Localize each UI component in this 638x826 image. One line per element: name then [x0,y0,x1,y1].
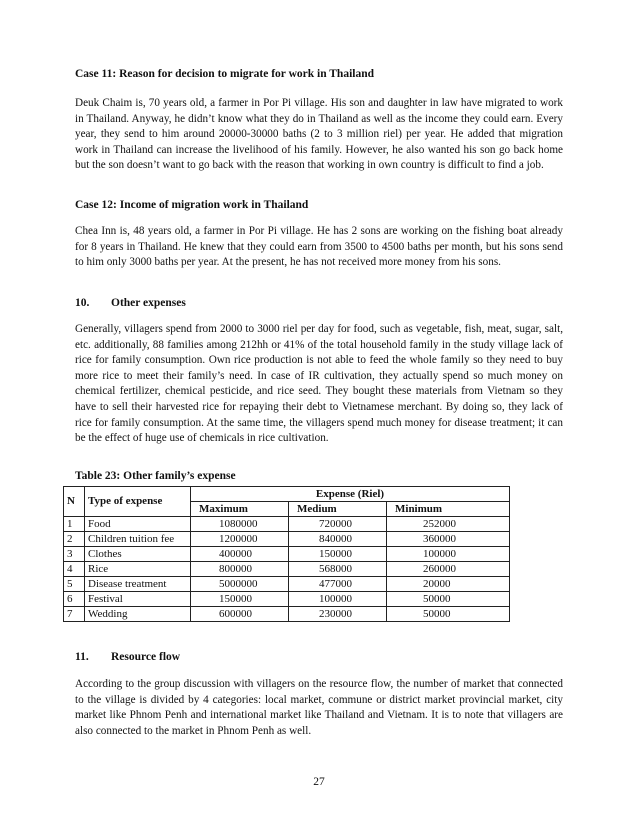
section-11-body: According to the group discussion with villagers on the resource flow, the number of market that connected to the village is divided by 4 categories: local market, commune or district market provincial market, city market like Phnom Penh and international market like Thailand and Vietnam. It is to note that villagers are also connected to the market in Phnom Penh as well. [75,678,563,737]
header-maximum: Maximum [191,502,289,517]
cell-max: 150000 [191,592,289,607]
cell-min: 360000 [387,532,510,547]
table-row [64,592,510,607]
expense-table [63,486,510,622]
cell-type: Rice [85,562,191,577]
cell-med: 568000 [289,562,387,577]
cell-min: 260000 [387,562,510,577]
cell-n: 3 [64,547,85,562]
cell-min: 50000 [387,592,510,607]
cell-type: Children tuition fee [85,532,191,547]
section-11-heading [75,651,180,663]
table-row [64,547,510,562]
cell-type: Disease treatment [85,577,191,592]
case-11-title: Case 11: Reason for decision to migrate for work in Thailand [75,68,375,80]
case-12-body: Chea Inn is, 48 years old, a farmer in Por Pi village. He has 2 sons are working on the fishing boat already for 8 years in Thailand. He knew that they could earn from 3500 to 4500 baths per month, but his sons send to him only 3000 baths per year. At the present, he has not received more money from his sons. [75,225,563,269]
cell-type: Clothes [85,547,191,562]
cell-max: 5000000 [191,577,289,592]
cell-max: 1080000 [191,517,289,532]
cell-min: 20000 [387,577,510,592]
cell-med: 840000 [289,532,387,547]
table-row [64,607,510,622]
cell-med: 230000 [289,607,387,622]
section-11-number: 11. [75,651,89,663]
cell-n: 6 [64,592,85,607]
case-11-body: Deuk Chaim is, 70 years old, a farmer in Por Pi village. His son and daughter in law have migrated to work in Thailand. Anyway, he didn’t know what they do in Thailand as well as the income they could earn. Every year, they send to him around 20000-30000 baths (2 to 3 million riel) per year. He added that migration work in Thailand can increase the livelihood of his family. However, he also wanted his son go back home but the son doesn’t want to go back with the reason that working in own country is difficult to find a job. [75,97,563,172]
cell-type: Wedding [85,607,191,622]
cell-min: 50000 [387,607,510,622]
cell-n: 7 [64,607,85,622]
table-row [64,532,510,547]
cell-med: 150000 [289,547,387,562]
section-10-body: Generally, villagers spend from 2000 to 3000 riel per day for food, such as vegetable, fish, meat, sugar, salt, etc. additionally, 88 families among 212hh or 41% of the total household family in the study village lack of rice for family consumption. Own rice production is not able to feed the whole family so they need to buy more rice to meet their family’s need. In case of IR cultivation, they actually spend so much money on chemical fertilizer, chemical pesticide, and rice seed. They bought these materials from Vietnam so they have to sell their harvested rice for repaying their debt to Vietnamese merchant. By doing so, they lack of rice for family consumption. At the same time, the villagers spend much money for disease treatment; it can be the effect of huge use of chemicals in rice cultivation. [75,323,563,445]
header-medium: Medium [289,502,387,517]
cell-n: 2 [64,532,85,547]
table-caption: Table 23: Other family’s expense [75,470,236,482]
table-row [64,577,510,592]
section-10-number: 10. [75,297,90,309]
header-type: Type of expense [85,487,191,517]
cell-max: 800000 [191,562,289,577]
cell-n: 1 [64,517,85,532]
cell-max: 400000 [191,547,289,562]
section-10-title: Other expenses [111,297,186,309]
page-number: 27 [313,776,325,788]
cell-type: Food [85,517,191,532]
header-minimum: Minimum [387,502,510,517]
cell-max: 1200000 [191,532,289,547]
table-row [64,517,510,532]
cell-max: 600000 [191,607,289,622]
section-10-heading [75,297,186,309]
table-row [64,562,510,577]
header-expense: Expense (Riel) [191,487,510,502]
cell-min: 252000 [387,517,510,532]
section-11-title: Resource flow [111,651,181,663]
cell-med: 720000 [289,517,387,532]
case-12-title: Case 12: Income of migration work in Thailand [75,199,309,211]
cell-type: Festival [85,592,191,607]
cell-n: 4 [64,562,85,577]
cell-med: 100000 [289,592,387,607]
header-n: N [64,487,85,517]
cell-n: 5 [64,577,85,592]
cell-min: 100000 [387,547,510,562]
cell-med: 477000 [289,577,387,592]
